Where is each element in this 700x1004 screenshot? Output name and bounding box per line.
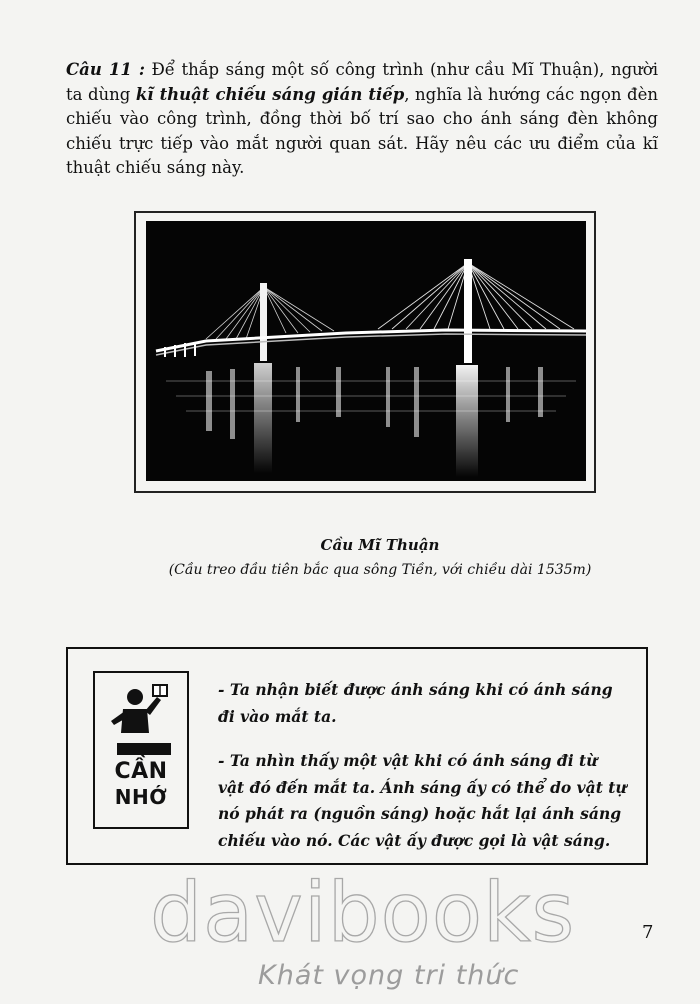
remember-box bbox=[66, 647, 648, 865]
remember-badge bbox=[93, 671, 189, 829]
bridge-night-illustration bbox=[146, 221, 586, 481]
watermark-brand: davibooks bbox=[150, 866, 576, 961]
student-with-book-icon bbox=[95, 675, 187, 745]
question-text-after: , nghĩa là hướng các ngọn đèn chiếu vào công trình, đồng thời bố trí sao cho ánh sáng đèn không chiếu trực tiếp vào mắt người quan sát. Hãy nêu các ưu điểm của kĩ thuật chiếu sáng này. bbox=[66, 84, 658, 177]
page-number: 7 bbox=[642, 922, 654, 943]
badge-bar bbox=[117, 743, 171, 755]
figure-title: Cầu Mĩ Thuận bbox=[320, 536, 440, 554]
question-11 bbox=[66, 58, 658, 181]
bridge-photo bbox=[146, 221, 586, 481]
badge-label-line1: CẦN bbox=[114, 759, 168, 784]
figure-subtitle: (Cầu treo đầu tiên bắc qua sông Tiền, với chiều dài 1535m) bbox=[168, 562, 592, 578]
question-text-before: Để thắp sáng một số công trình (như cầu Mĩ Thuận), người ta dùng bbox=[66, 60, 658, 104]
question-emphasis: kĩ thuật chiếu sáng gián tiếp bbox=[135, 84, 405, 104]
remember-notes bbox=[218, 677, 628, 872]
bridge-photo-frame bbox=[134, 211, 596, 493]
remember-note-1: - Ta nhận biết được ánh sáng khi có ánh sáng đi vào mắt ta. bbox=[218, 680, 613, 726]
remember-note-2: - Ta nhìn thấy một vật khi có ánh sáng đi từ vật đó đến mắt ta. Ánh sáng ấy có thể do vật tự nó phát ra (nguồn sáng) hoặc hắt lại ánh sáng chiếu vào nó. Các vật ấy được gọi là vật sáng. bbox=[218, 751, 627, 850]
question-label: Câu 11 : bbox=[66, 60, 145, 79]
badge-label-line2: NHỚ bbox=[114, 785, 168, 809]
watermark-tagline: Khát vọng tri thức bbox=[258, 960, 520, 991]
